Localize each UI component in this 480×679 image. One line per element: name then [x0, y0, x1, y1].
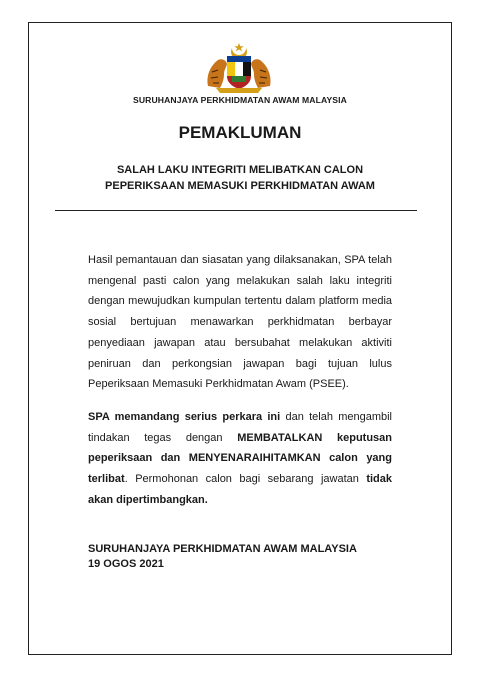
coat-of-arms-icon: [200, 42, 278, 94]
text-action: dan telah mengambil tindakan tegas dengan: [88, 411, 392, 444]
notice-title: PEMAKLUMAN: [178, 123, 302, 142]
divider-line: [55, 210, 417, 211]
organization-header: SURUHANJAYA PERKHIDMATAN AWAM MALAYSIA: [133, 95, 347, 105]
bold-phrase-serious: SPA memandang serius perkara ini: [88, 411, 281, 423]
subtitle-line-1: SALAH LAKU INTEGRITI MELIBATKAN CALON: [116, 164, 364, 176]
bold-phrase-cancel-blacklist: MEMBATALKAN keputusan peperiksaan dan MENYENARAIHITAMKAN calon yang terlibat: [88, 431, 393, 486]
signature-date: 19 OGOS 2021: [88, 557, 164, 570]
text-applications: . Permohonan calon bagi sebarang jawatan: [124, 473, 367, 486]
signature-organization: SURUHANJAYA PERKHIDMATAN AWAM MALAYSIA: [88, 543, 357, 555]
signature-block: [88, 542, 357, 571]
paragraph-action: [88, 407, 392, 511]
bold-phrase-not-considered: tidak akan dipertimbangkan.: [88, 473, 392, 506]
notice-subtitle: [0, 162, 480, 194]
paragraph-findings: Hasil pemantauan dan siasatan yang dilaksanakan, SPA telah mengenal pasti calon yang melakukan salah laku integriti dengan mewujudkan kumpulan tertentu dalam platform media sosial bertujuan menawarkan perkhidmatan berbayar penyediaan jawapan atau bersubahat melakukan aktiviti peniruan dan perkongsian jawapan bagi tujuan lulus Peperiksaan Memasuki Perkhidmatan Awam (PSEE).: [88, 254, 392, 391]
subtitle-line-2: PEPERIKSAAN MEMASUKI PERKHIDMATAN AWAM: [105, 180, 375, 192]
